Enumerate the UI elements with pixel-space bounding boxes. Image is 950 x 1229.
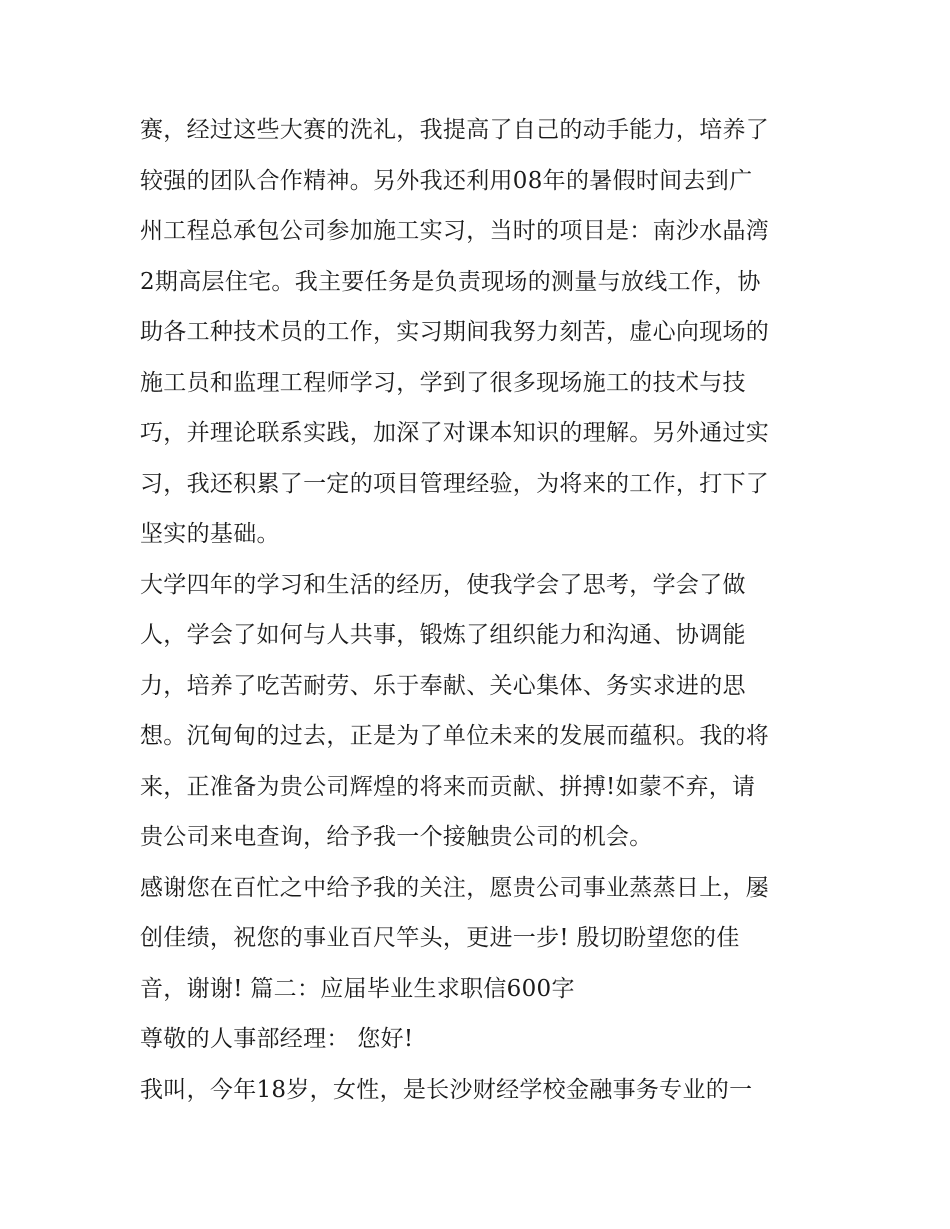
text-line: 较强的团队合作精神。另外我还利用08年的暑假时间去到广 xyxy=(140,167,753,194)
text-line: 贵公司来电查询，给予我一个接触贵公司的机会。 xyxy=(140,824,653,850)
text-line: 习，我还积累了一定的项目管理经验，为将来的工作，打下了 xyxy=(140,470,770,497)
text-line: 坚实的基础。 xyxy=(140,521,280,547)
text-line: 力，培养了吃苦耐劳、乐于奉献、关心集体、务实求进的思 xyxy=(140,672,746,699)
text-line: 想。沉甸甸的过去，正是为了单位未来的发展而蕴积。我的将 xyxy=(140,723,770,749)
text-line: 助各工种技术员的工作，实习期间我努力刻苦，虚心向现场的 xyxy=(140,319,770,345)
text-line: 音，谢谢! 篇二：应届毕业生求职信600字 xyxy=(140,975,575,1002)
text-line: 我叫，今年18岁，女性，是长沙财经学校金融事务专业的一 xyxy=(140,1076,753,1103)
text-line: 来，正准备为贵公司辉煌的将来而贡献、拼搏!如蒙不弃，请 xyxy=(140,773,756,800)
text-line: 感谢您在百忙之中给予我的关注，愿贵公司事业蒸蒸日上，屡 xyxy=(140,874,770,901)
text-line: 人，学会了如何与人共事，锻炼了组织能力和沟通、协调能 xyxy=(140,622,746,648)
text-line: 州工程总承包公司参加施工实习，当时的项目是：南沙水晶湾 xyxy=(140,218,770,244)
text-line: 2期高层住宅。我主要任务是负责现场的测量与放线工作，协 xyxy=(140,268,761,295)
salutation-line: 尊敬的人事部经理： 您好! xyxy=(140,1026,414,1052)
text-line: 创佳绩，祝您的事业百尺竿头，更进一步! 殷切盼望您的佳 xyxy=(140,925,740,951)
text-line: 赛，经过这些大赛的洗礼，我提高了自己的动手能力，培养了 xyxy=(140,117,770,143)
text-line: 大学四年的学习和生活的经历，使我学会了思考，学会了做 xyxy=(140,571,746,598)
letter-body xyxy=(140,105,830,1115)
text-line: 巧，并理论联系实践，加深了对课本知识的理解。另外通过实 xyxy=(140,420,770,446)
text-line: 施工员和监理工程师学习，学到了很多现场施工的技术与技 xyxy=(140,369,746,396)
